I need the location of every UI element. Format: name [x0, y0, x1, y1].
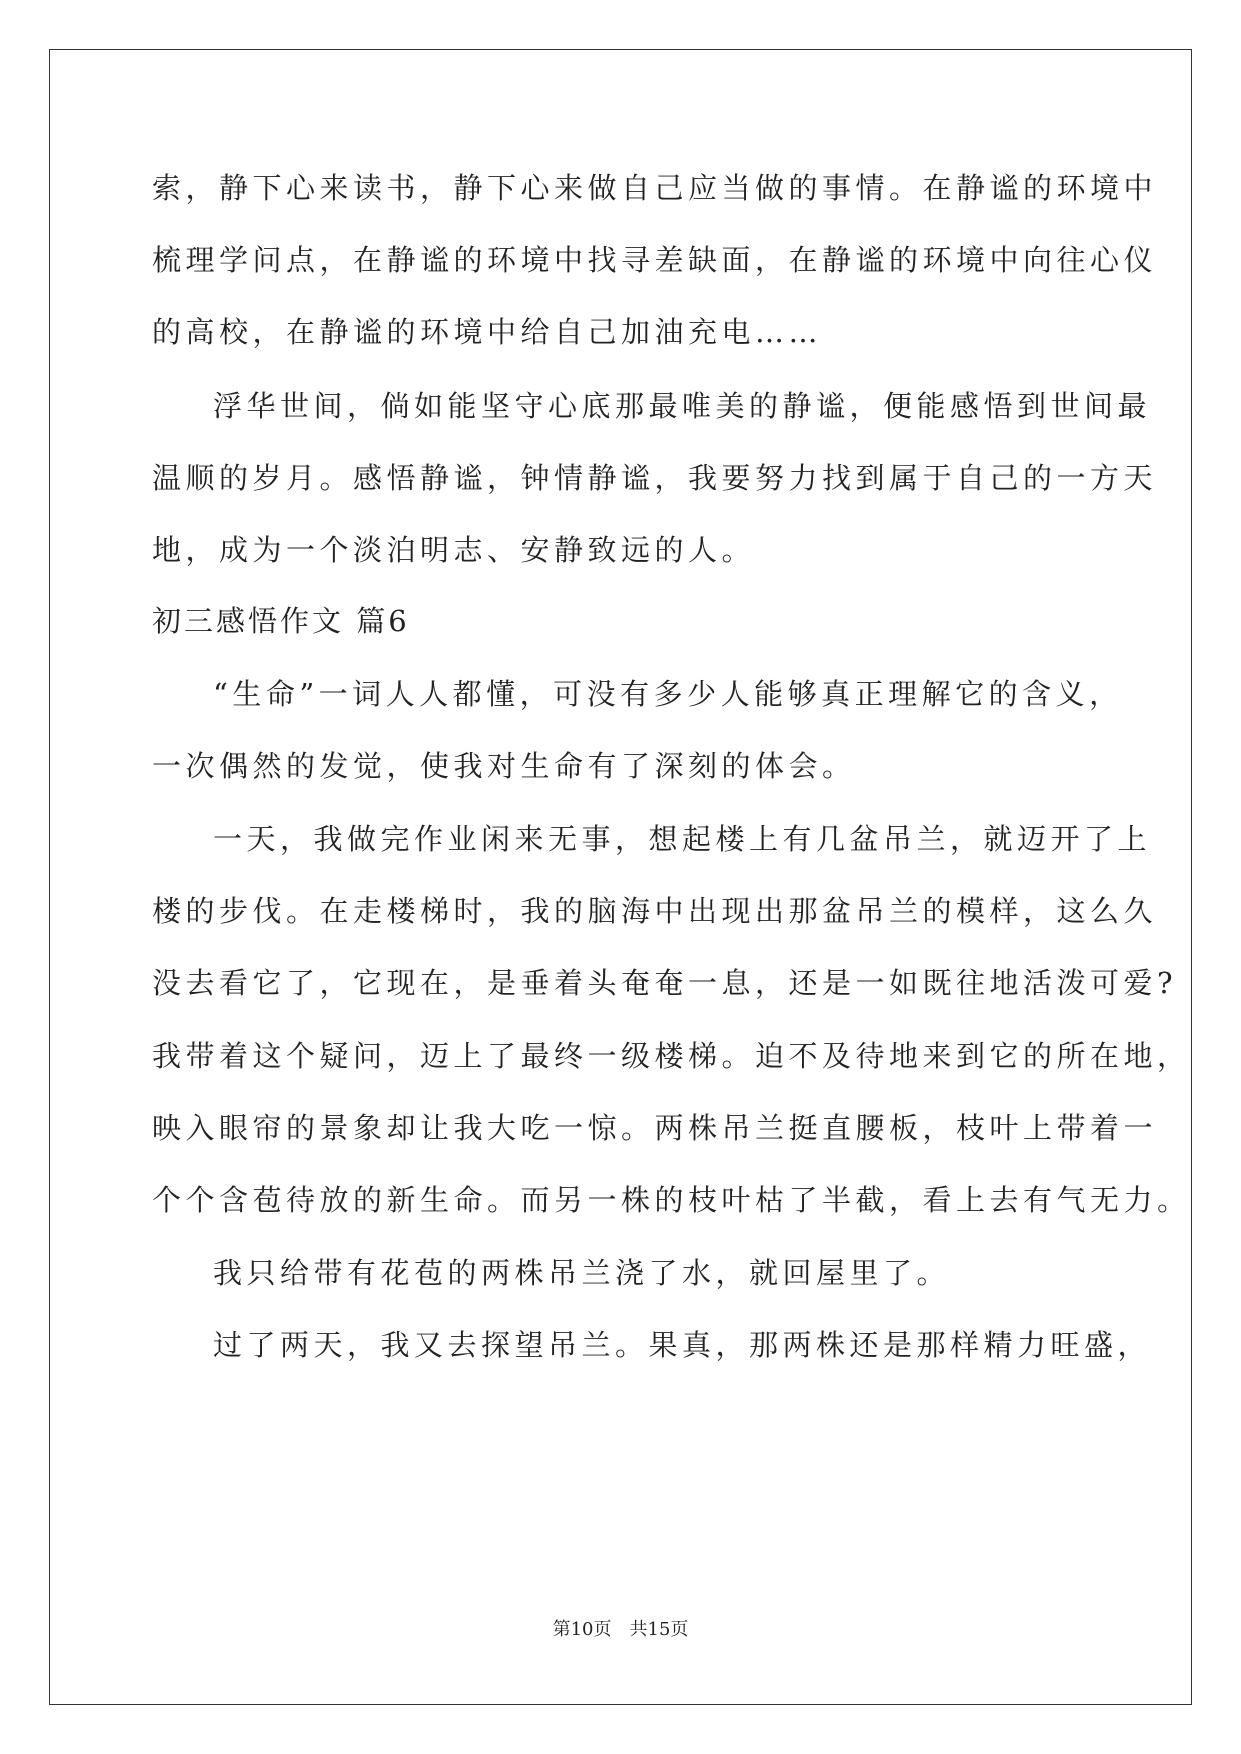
body-line-6: 地，成为一个淡泊明志、安静致远的人。 [152, 533, 756, 567]
body-line-8: “生命”一词人人都懂，可没有多少人能够真正理解它的含义， [213, 677, 1123, 711]
section-heading: 初三感悟作文 篇6 [152, 604, 410, 638]
body-line-10: 一天，我做完作业闲来无事，想起楼上有几盆吊兰，就迈开了上 [213, 822, 1152, 856]
body-line-1: 索，静下心来读书，静下心来做自己应当做的事情。在静谧的环境中 [152, 171, 1158, 205]
body-line-14: 映入眼帘的景象却让我大吃一惊。两株吊兰挺直腰板，枝叶上带着一 [152, 1111, 1158, 1145]
page-border [49, 49, 1192, 1705]
body-line-17: 过了两天，我又去探望吊兰。果真，那两株还是那样精力旺盛， [213, 1328, 1152, 1362]
body-line-16: 我只给带有花苞的两株吊兰浇了水，就回屋里了。 [213, 1256, 951, 1290]
body-line-11: 楼的步伐。在走楼梯时，我的脑海中出现出那盆吊兰的模样，这么久 [152, 894, 1158, 928]
page-footer [0, 1618, 1241, 1642]
page-number: 第10页 共15页 [552, 1619, 689, 1640]
body-line-5: 温顺的岁月。感悟静谧，钟情静谧，我要努力找到属于自己的一方天 [152, 461, 1158, 495]
body-line-13: 我带着这个疑问，迈上了最终一级楼梯。迫不及待地来到它的所在地， [152, 1039, 1191, 1073]
body-line-15: 个个含苞待放的新生命。而另一株的枝叶枯了半截，看上去有气无力。 [152, 1183, 1191, 1217]
body-line-12: 没去看它了，它现在，是垂着头奄奄一息，还是一如既往地活泼可爱? [152, 966, 1178, 1000]
body-line-2: 梳理学问点，在静谧的环境中找寻差缺面，在静谧的环境中向往心仪 [152, 243, 1158, 277]
body-line-3: 的高校，在静谧的环境中给自己加油充电…… [152, 315, 823, 349]
body-line-9: 一次偶然的发觉，使我对生命有了深刻的体会。 [152, 749, 856, 783]
body-line-4: 浮华世间，倘如能坚守心底那最唯美的静谧，便能感悟到世间最 [213, 389, 1152, 423]
